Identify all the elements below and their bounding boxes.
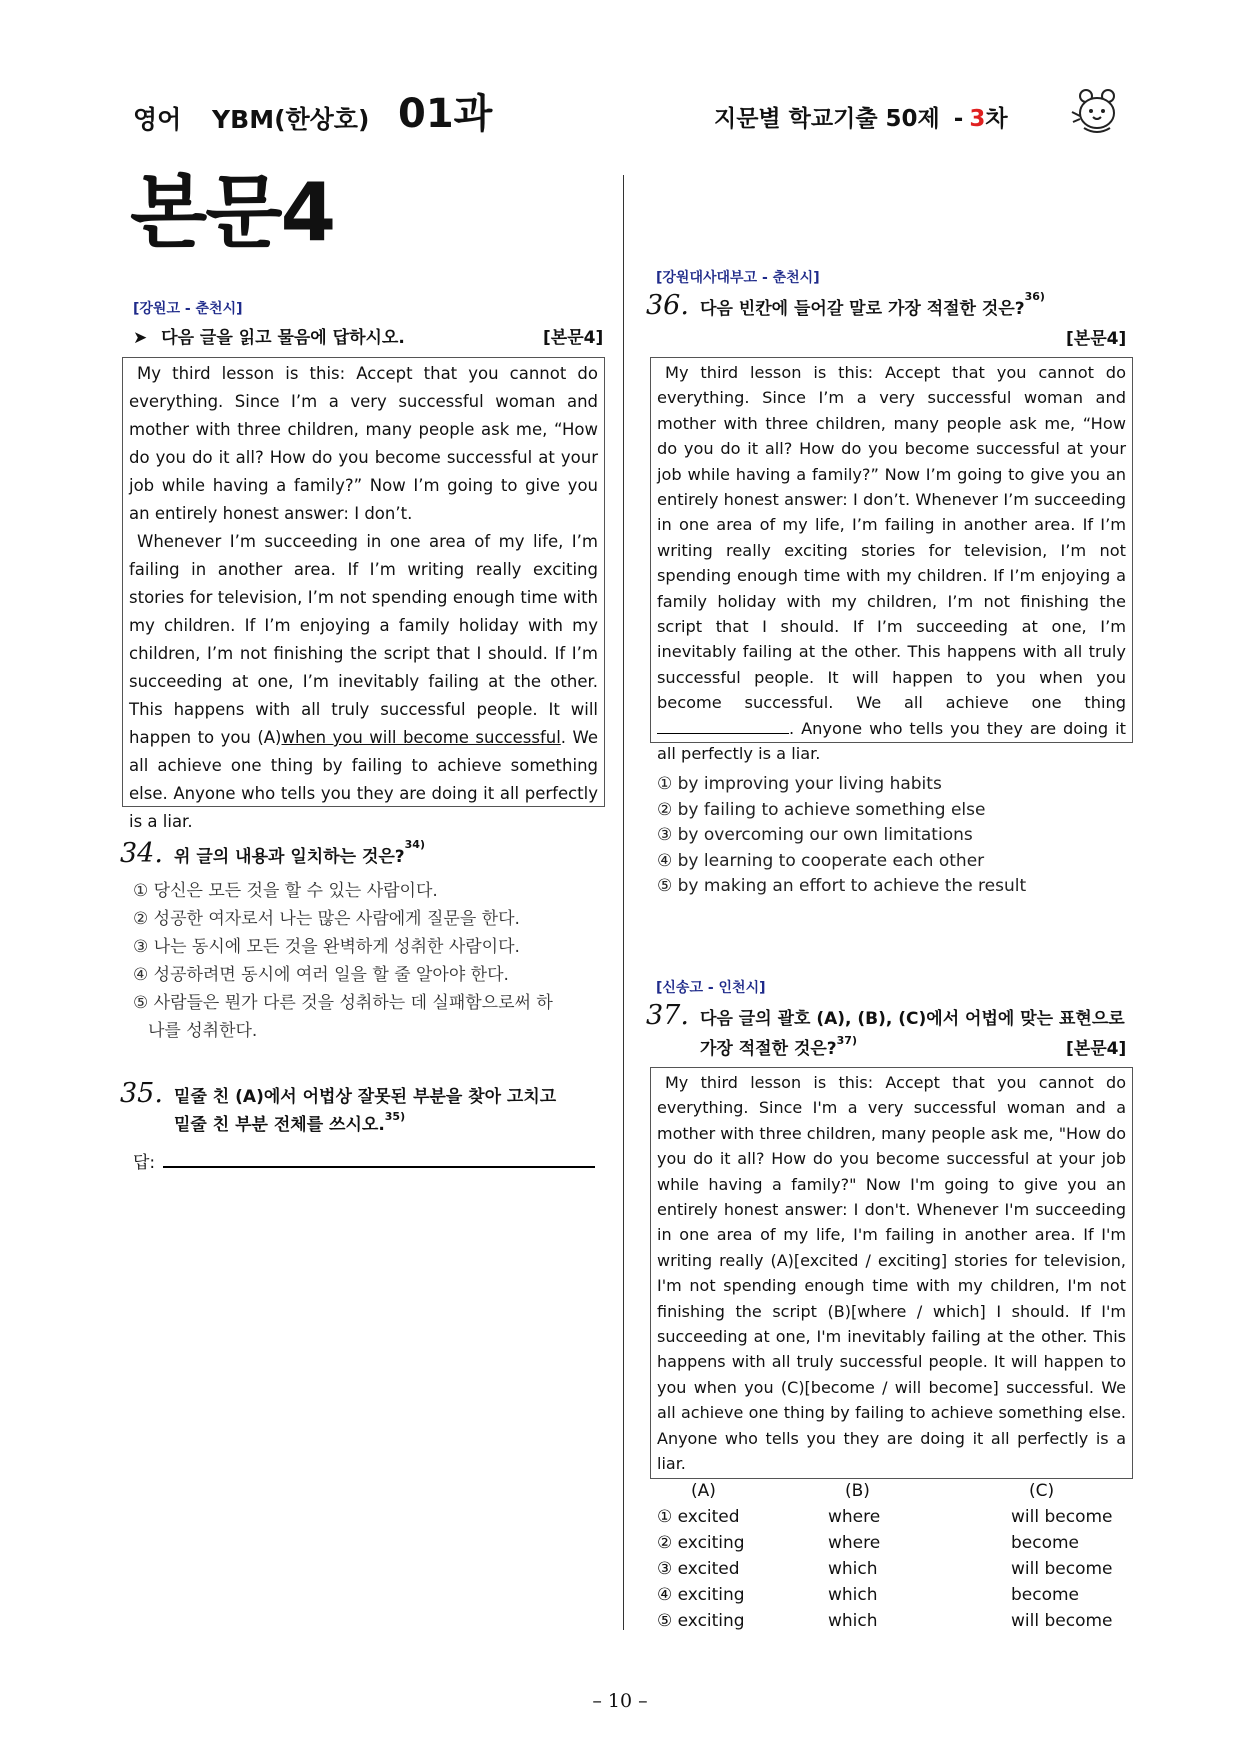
- q37-footnote: 37): [836, 1034, 857, 1047]
- left-tag: [본문4]: [543, 328, 604, 348]
- column-header: (A): [691, 1481, 716, 1501]
- table-cell: ④ exciting: [657, 1585, 745, 1605]
- series-suffix: 차: [985, 106, 1008, 132]
- answer-label: 답:: [133, 1153, 156, 1173]
- table-header-row: [657, 1478, 1179, 1504]
- q36-options: [657, 772, 1026, 900]
- passage-text: My third lesson is this: Accept that you cannot do everything. Since I’m a very successful woman and mother with three children, many people ask me, “How do you do it all? How do you become successful at your job while having a family?” Now I’m going to give you an entirely honest answer: I don’t. Whenever I’m succeeding in one area of my life, I’m failing in another area. If I’m writing really exciting stories for television, I’m not spending enough time with my children. If I’m enjoying a family holiday with my children, I’m not finishing the script that I should. If I’m succeeding at one, I’m inevitably failing at the other. This happens with all truly successful people. It will happen to you when you become successful. We all achieve one thing: [657, 363, 1126, 713]
- publisher-label: YBM(한상호): [212, 105, 370, 134]
- q36-number: 36.: [646, 290, 689, 321]
- table-cell: become: [1011, 1585, 1080, 1605]
- q34-option[interactable]: ③ 나는 동시에 모든 것을 완벽하게 성취한 사람이다.: [133, 937, 520, 957]
- answer-blank-line[interactable]: [163, 1148, 595, 1168]
- q37-prompt-line2: 가장 적절한 것은?: [700, 1039, 837, 1059]
- series-dash: -: [953, 106, 964, 132]
- passage-text: . Anyone who tells you they are doing it all perfectly is a liar.: [657, 718, 1126, 764]
- q35-prompt-line2: 밑줄 친 부분 전체를 쓰시오.: [174, 1115, 385, 1135]
- q35-prompt-line2-wrap: [174, 1110, 405, 1135]
- q36-passage: [650, 357, 1133, 764]
- table-cell: where: [828, 1507, 881, 1527]
- q37-tag: [본문4]: [1066, 1039, 1127, 1059]
- q37-prompt-line2-wrap: [700, 1034, 857, 1059]
- table-cell: which: [828, 1611, 878, 1631]
- q35-prompt-line1: 밑줄 친 (A)에서 어법상 잘못된 부분을 찾아 고치고: [174, 1087, 557, 1107]
- underline-label: (A): [257, 728, 282, 747]
- lesson-label: 01과: [398, 91, 493, 137]
- q36-option[interactable]: ③ by overcoming our own limitations: [657, 825, 973, 845]
- q36-tag: [본문4]: [1066, 329, 1127, 349]
- q37-passage-text: My third lesson is this: Accept that you cannot do everything. Since I'm a very successful woman and a mother with three children, many people ask me, "How do you do it all? How do you become successful at your job while having a family?" Now I'm going to give you an entirely honest answer: I don't. Whenever I'm succeeding in one area of my life, I'm failing in another area. If I'm writing really (A)[excited / exciting] stories for television, I'm not spending enough time with my children, I'm not finishing the script (B)[where / which] I should. If I'm succeeding at one, I'm inevitably failing at the other. This happens with all truly successful people. It will happen to you when you (C)[become / will become] successful. We all achieve one thing by failing to achieve something else. Anyone who tells you they are doing it all perfectly is a liar.: [657, 1073, 1126, 1474]
- table-cell: which: [828, 1559, 878, 1579]
- left-instruction: [133, 323, 405, 348]
- series-title: [714, 100, 1008, 133]
- table-cell: ① excited: [657, 1507, 740, 1527]
- underlined-phrase: when you will become successful: [281, 728, 561, 747]
- q34-option[interactable]: ④ 성공하려면 동시에 여러 일을 할 줄 알아야 한다.: [133, 965, 509, 985]
- table-row[interactable]: [657, 1556, 1179, 1582]
- table-cell: which: [828, 1585, 878, 1605]
- table-row[interactable]: [657, 1504, 1179, 1530]
- q34-option[interactable]: ① 당신은 모든 것을 할 수 있는 사람이다.: [133, 881, 438, 901]
- q36-option[interactable]: ② by failing to achieve something else: [657, 799, 986, 820]
- q37-heading: [646, 1000, 1125, 1031]
- table-cell: ② exciting: [657, 1533, 745, 1553]
- q37-source: [신송고 - 인천시]: [656, 980, 766, 996]
- header-subject: [133, 100, 369, 136]
- q36-option[interactable]: ⑤ by making an effort to achieve the result: [657, 876, 1027, 896]
- q34-heading: [120, 838, 425, 869]
- left-passage: [122, 357, 605, 831]
- q36-option[interactable]: ① by improving your living habits: [657, 774, 942, 794]
- passage-paragraph-2: [129, 528, 598, 836]
- series-number: 3: [969, 106, 986, 132]
- q34-footnote: 34): [404, 838, 425, 851]
- q37-number: 37.: [646, 1000, 689, 1031]
- series-prefix: 지문별 학교기출 50제: [714, 106, 940, 132]
- table-row[interactable]: [657, 1608, 1179, 1634]
- q36-passage-text: [657, 360, 1126, 767]
- instruction-text: 다음 글을 읽고 물음에 답하시오.: [161, 328, 405, 348]
- table-cell: where: [828, 1533, 881, 1553]
- q36-heading: [646, 290, 1045, 321]
- q35-answer: [133, 1148, 595, 1173]
- blank-line: [657, 718, 789, 734]
- q34-number: 34.: [120, 838, 163, 869]
- q37-prompt-line1: 다음 글의 괄호 (A), (B), (C)에서 어법에 맞는 표현으로: [700, 1009, 1125, 1029]
- table-cell: will become: [1011, 1507, 1113, 1527]
- page-number: – 10 –: [592, 1690, 648, 1712]
- q36-prompt: 다음 빈칸에 들어갈 말로 가장 적절한 것은?: [700, 299, 1025, 319]
- q35-number: 35.: [120, 1078, 163, 1109]
- subject-label: 영어: [133, 105, 182, 134]
- q37-passage: [650, 1067, 1133, 1479]
- passage-text: . We all achieve one thing by failing to achieve something else. Anyone who tells you they are doing it all perfectly is a liar.: [129, 728, 598, 831]
- q34-option[interactable]: ⑤ 사람들은 뭔가 다른 것을 성취하는 데 실패함으로써 하: [133, 993, 553, 1013]
- arrow-icon: ➤: [133, 328, 148, 348]
- q35-heading: [120, 1078, 556, 1109]
- column-divider: [623, 175, 624, 1630]
- q37-answer-table: [657, 1478, 1179, 1634]
- left-source: [강원고 - 춘천시]: [133, 301, 243, 317]
- passage-text: Whenever I’m succeeding in one area of my life, I’m failing in another area. If I’m writing really exciting stories for television, I’m not spending enough time with my children. If I’m enjoying a family holiday with my children, I’m not finishing the script that I should. If I’m succeeding at one, I’m inevitably failing at the other. This happens with all truly successful people. It will happen to you: [129, 532, 598, 747]
- q36-option[interactable]: ④ by learning to cooperate each other: [657, 850, 985, 871]
- q34-options: [133, 877, 553, 1045]
- q34-prompt: 위 글의 내용과 일치하는 것은?: [174, 847, 405, 867]
- column-header: (B): [845, 1481, 870, 1501]
- table-row[interactable]: [657, 1530, 1179, 1556]
- table-row[interactable]: [657, 1582, 1179, 1608]
- q34-option[interactable]: ② 성공한 여자로서 나는 많은 사람에게 질문을 한다.: [133, 909, 520, 929]
- column-header: (C): [1029, 1481, 1055, 1501]
- table-cell: become: [1011, 1533, 1080, 1553]
- cute-bear-mascot-icon: [1070, 86, 1122, 136]
- table-cell: ⑤ exciting: [657, 1611, 745, 1631]
- table-cell: will become: [1011, 1611, 1113, 1631]
- page-title: 본문4: [130, 166, 335, 259]
- table-cell: will become: [1011, 1559, 1113, 1579]
- q34-option-continued: 나를 성취한다.: [148, 1021, 258, 1041]
- q36-source: [강원대사대부고 - 춘천시]: [656, 270, 820, 286]
- q35-footnote: 35): [384, 1110, 406, 1123]
- q36-footnote: 36): [1024, 290, 1045, 303]
- table-cell: ③ excited: [657, 1559, 740, 1579]
- passage-paragraph-1: My third lesson is this: Accept that you cannot do everything. Since I’m a very successful woman and mother with three children, many people ask me, “How do you do it all? How do you become successful at your job while having a family?” Now I’m going to give you an entirely honest answer: I don’t.: [129, 364, 598, 523]
